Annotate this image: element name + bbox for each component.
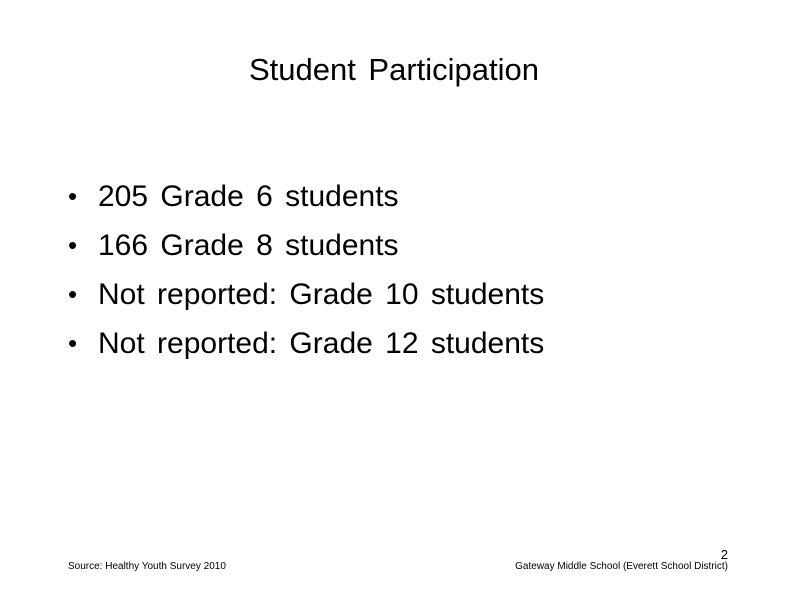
slide-title: Student Participation (248, 52, 540, 87)
bullet-icon: • (68, 181, 78, 211)
list-item (68, 270, 544, 319)
bullet-icon: • (68, 279, 78, 309)
bullet-icon: • (68, 230, 78, 260)
bullet-text: Not reported: Grade 10 students (98, 278, 545, 311)
bullet-text: Not reported: Grade 12 students (98, 327, 545, 360)
bullet-text: 166 Grade 8 students (98, 229, 399, 262)
list-item (68, 221, 544, 270)
page-number: 2 (720, 547, 728, 562)
bullet-icon: • (68, 328, 78, 358)
list-item (68, 172, 544, 221)
bullet-list (68, 172, 544, 368)
list-item (68, 319, 544, 368)
footer-school: Gateway Middle School (Everett School District) (515, 561, 728, 572)
bullet-text: 205 Grade 6 students (98, 180, 399, 213)
footer-source: Source: Healthy Youth Survey 2010 (68, 561, 226, 572)
